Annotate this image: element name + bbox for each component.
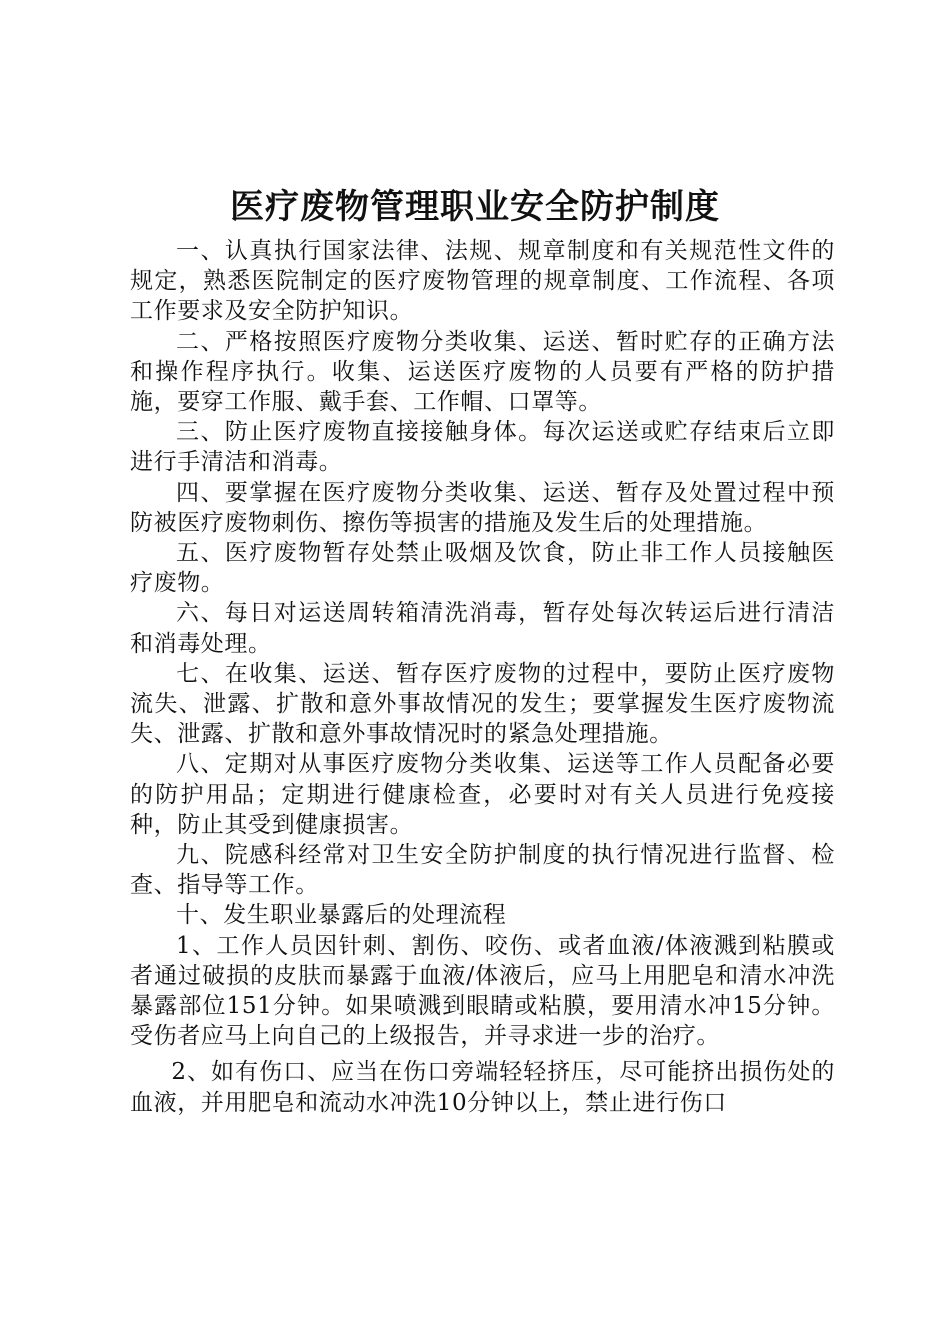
paragraph-2: 二、严格按照医疗废物分类收集、运送、暂时贮存的正确方法和操作程序执行。收集、运送医疗废物的人员要有严格的防护措施，要穿工作服、戴手套、工作帽、口罩等。 [130,328,835,416]
paragraph-1: 一、认真执行国家法律、法规、规章制度和有关规范性文件的规定，熟悉医院制定的医疗废物管理的规章制度、工作流程、各项工作要求及安全防护知识。 [130,238,835,325]
paragraph-10: 十、发生职业暴露后的处理流程 [176,902,507,929]
paragraph-8: 八、定期对从事医疗废物分类收集、运送等工作人员配备必要的防护用品；定期进行健康检查，必要时对有关人员进行免疫接种，防止其受到健康损害。 [130,751,835,838]
paragraph-6: 六、每日对运送周转箱清洗消毒，暂存处每次转运后进行清洁和消毒处理。 [130,600,835,657]
paragraph-7: 七、在收集、运送、暂存医疗废物的过程中，要防止医疗废物流失、泄露、扩散和意外事故情况的发生；要掌握发生医疗废物流失、泄露、扩散和意外事故情况时的紧急处理措施。 [130,660,835,748]
paragraph-3: 三、防止医疗废物直接接触身体。每次运送或贮存结束后立即进行手清洁和消毒。 [130,419,835,476]
paragraph-11: 1、工作人员因针刺、割伤、咬伤、或者血液/体液溅到粘膜或者通过破损的皮肤而暴露于血液/体液后，应马上用肥皂和清水冲洗暴露部位151分钟。如果喷溅到眼睛或粘膜，要用清水冲15分钟。受伤者应马上向自己的上级报告，并寻求进一步的治疗。 [130,932,835,1050]
paragraph-4: 四、要掌握在医疗废物分类收集、运送、暂存及处置过程中预防被医疗废物刺伤、擦伤等损害的措施及发生后的处理措施。 [130,479,835,536]
document-body [130,236,835,1118]
document-title: 医疗废物管理职业安全防护制度 [230,187,720,227]
paragraph-12: 2、如有伤口、应当在伤口旁端轻轻挤压，尽可能挤出损伤处的血液，并用肥皂和流动水冲洗10分钟以上，禁止进行伤口 [130,1059,835,1116]
paragraph-5: 五、医疗废物暂存处禁止吸烟及饮食，防止非工作人员接触医疗废物。 [130,540,835,597]
paragraph-9: 九、院感科经常对卫生安全防护制度的执行情况进行监督、检查、指导等工作。 [130,842,835,899]
